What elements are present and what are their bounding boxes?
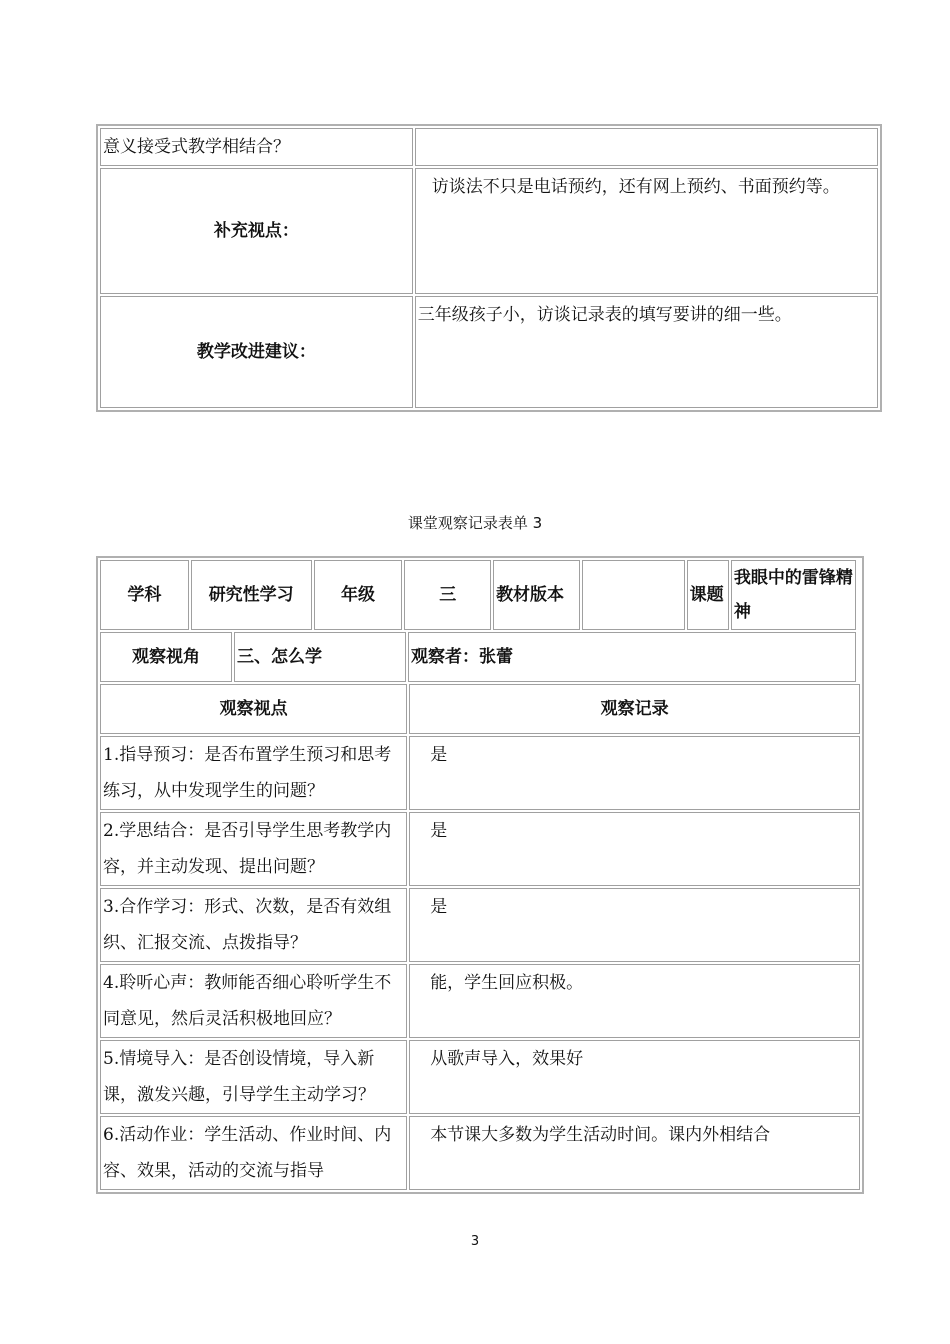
table-row [100, 888, 860, 962]
table-row [100, 1040, 860, 1114]
observation-record: 是 [409, 812, 860, 886]
perspective-label: 观察视角 [100, 632, 232, 682]
table-row [100, 964, 860, 1038]
improvement-label: 教学改进建议： [100, 296, 413, 408]
continuation-table [96, 124, 882, 412]
supplement-value: 访谈法不只是电话预约，还有网上预约、书面预约等。 [415, 168, 878, 294]
supplement-label: 补充视点： [100, 168, 413, 294]
observation-point: 4.聆听心声：教师能否细心聆听学生不同意见，然后灵活积极地回应？ [100, 964, 407, 1038]
observation-point: 1.指导预习：是否布置学生预习和思考练习，从中发现学生的问题？ [100, 736, 407, 810]
observation-point: 5.情境导入：是否创设情境，导入新课，激发兴趣，引导学生主动学习？ [100, 1040, 407, 1114]
observation-record: 能，学生回应积极。 [409, 964, 860, 1038]
column-header-record: 观察记录 [409, 684, 860, 734]
topic-label: 课题 [687, 560, 729, 630]
edition-label: 教材版本 [493, 560, 580, 630]
perspective-value: 三、怎么学 [234, 632, 406, 682]
observation-table [96, 556, 864, 1194]
cell-carryover-text: 意义接受式教学相结合？ [100, 128, 413, 166]
improvement-value: 三年级孩子小，访谈记录表的填写要讲的细一些。 [415, 296, 878, 408]
topic-value: 我眼中的雷锋精神 [731, 560, 856, 630]
observation-record: 从歌声导入，效果好 [409, 1040, 860, 1114]
observation-record: 本节课大多数为学生活动时间。课内外相结合 [409, 1116, 860, 1190]
subject-label: 学科 [100, 560, 189, 630]
edition-value [582, 560, 685, 630]
cell-carryover-empty [415, 128, 878, 166]
observation-point: 2.学思结合：是否引导学生思考教学内容，并主动发现、提出问题？ [100, 812, 407, 886]
grade-label: 年级 [314, 560, 403, 630]
table-row [100, 736, 860, 810]
page-number: 3 [470, 1234, 480, 1249]
grade-value: 三 [404, 560, 491, 630]
observation-point: 6.活动作业：学生活动、作业时间、内容、效果，活动的交流与指导 [100, 1116, 407, 1190]
observation-record: 是 [409, 736, 860, 810]
subject-value: 研究性学习 [191, 560, 312, 630]
observer: 观察者：张蕾 [408, 632, 856, 682]
observation-record: 是 [409, 888, 860, 962]
observation-point: 3.合作学习：形式、次数，是否有效组织、汇报交流、点拨指导？ [100, 888, 407, 962]
table-row [100, 1116, 860, 1190]
column-header-point: 观察视点 [100, 684, 407, 734]
table-row [100, 812, 860, 886]
form-caption: 课堂观察记录表单 3 [407, 514, 543, 532]
